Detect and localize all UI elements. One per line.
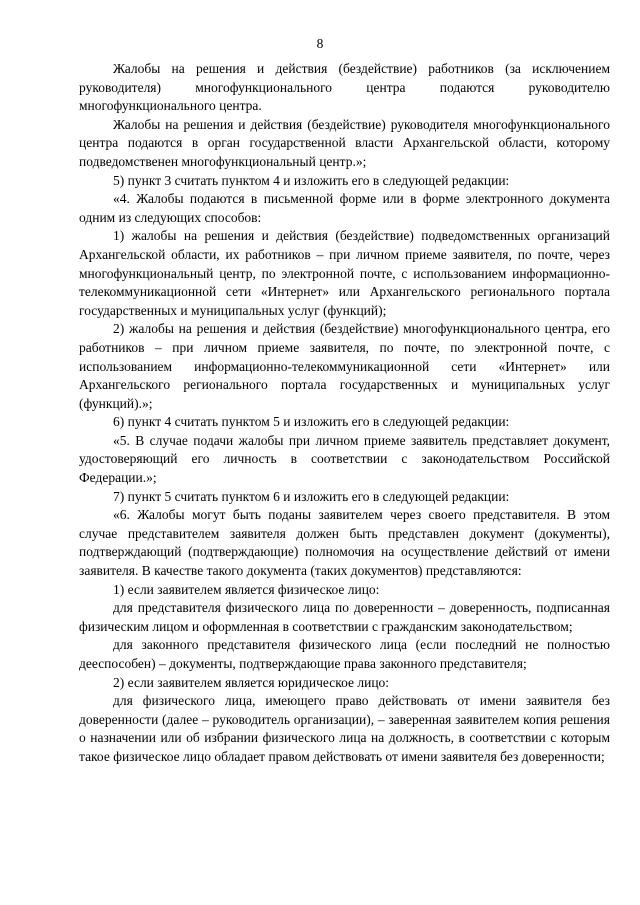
paragraph-4: «4. Жалобы подаются в письменной форме или в форме электронного документа одним из следующих способов: xyxy=(79,191,610,225)
paragraph-7: 6) пункт 4 считать пунктом 5 и изложить его в следующей редакции: xyxy=(113,414,510,430)
paragraph-6: 2) жалобы на решения и действия (бездействие) многофункционального центра, его работников – при личном приеме заявителя, по почте, по электронной почте, с использованием информационно-телекоммуникационной сети «Интернет» или Архангельского регионального портала государственных и муниципальных услуг (функций).»; xyxy=(79,321,610,411)
paragraph-5: 1) жалобы на решения и действия (бездействие) подведомственных организаций Архангельской области, их работников – при личном приеме заявителя, по почте, через многофункциональный центр, по электронной почте, с использованием информационно-телекоммуникационной сети «Интернет» или Архангельского регионального портала государственных и муниципальных услуг (функций); xyxy=(79,228,610,318)
paragraph-10: «6. Жалобы могут быть поданы заявителем через своего представителя. В этом случае представителем заявителя должен быть представлен документ (документы), подтверждающий (подтверждающие) полномочия на осуществление действий от имени заявителя. В качестве такого документа (таких документов) представляются: xyxy=(79,507,610,579)
paragraph-8: «5. В случае подачи жалобы при личном приеме заявитель представляет документ, удостоверяющий его личность в соответствии с законодательством Российской Федерации.»; xyxy=(79,432,610,486)
paragraph-13: для законного представителя физического лица (если последний не полностью дееспособен) – документы, подтверждающие права законного представителя; xyxy=(79,637,610,671)
document-body xyxy=(79,60,610,767)
paragraph-12: для представителя физического лица по доверенности – доверенность, подписанная физическим лицом и оформленная в соответствии с гражданским законодательством; xyxy=(79,600,610,634)
paragraph-14: 2) если заявителем является юридическое лицо: xyxy=(113,674,390,690)
paragraph-3: 5) пункт 3 считать пунктом 4 и изложить его в следующей редакции: xyxy=(113,172,510,188)
paragraph-11: 1) если заявителем является физическое лицо: xyxy=(113,581,380,597)
paragraph-15: для физического лица, имеющего право действовать от имени заявителя без доверенности (далее – руководитель организации), – заверенная заявителем копия решения о назначении или об избрании физического лица на должность, в соответствии с которым такое физическое лицо обладает правом действовать от имени заявителя без доверенности; xyxy=(79,693,610,764)
paragraph-2: Жалобы на решения и действия (бездействие) руководителя многофункционального центра подаются в орган государственной власти Архангельской области, которому подведомственен многофункциональный центр.»; xyxy=(79,116,610,169)
paragraph-1: Жалобы на решения и действия (бездействие) работников (за исключением руководителя) многофункционального центра подаются руководителю многофункционального центра. xyxy=(79,61,610,114)
page-number: 8 xyxy=(316,36,324,51)
paragraph-9: 7) пункт 5 считать пунктом 6 и изложить его в следующей редакции: xyxy=(113,488,510,504)
